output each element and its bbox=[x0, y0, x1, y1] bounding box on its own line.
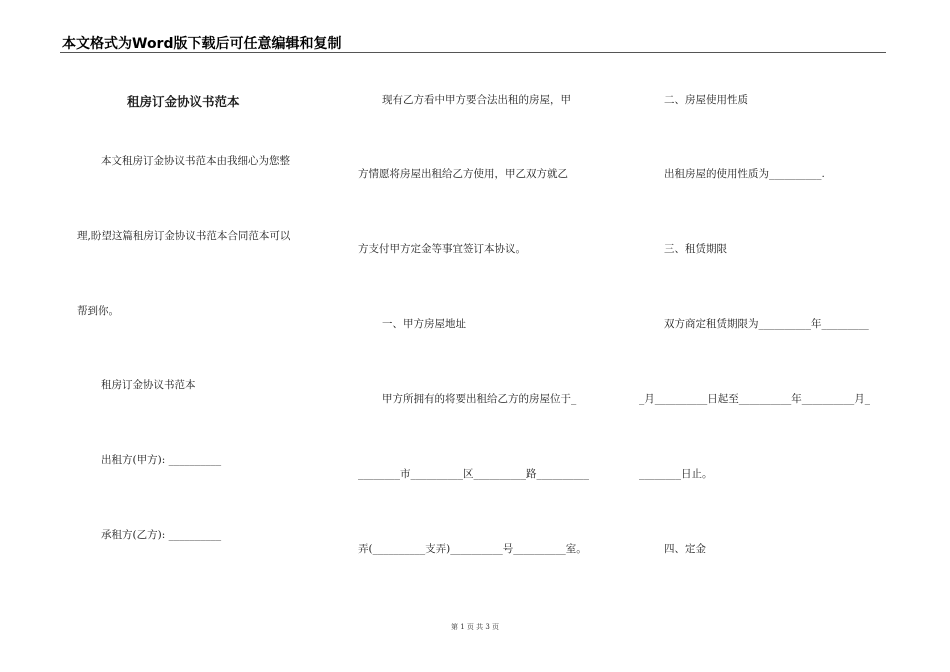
section-heading-deposit: 四、定金 bbox=[664, 543, 706, 555]
section-heading-usage: 二、房屋使用性质 bbox=[664, 94, 748, 106]
address-line-3: 弄(__________支弄)__________号__________室。 bbox=[358, 543, 587, 555]
lessor-field: 出租方(甲方): __________ bbox=[101, 454, 222, 466]
address-line-2: ________市__________区__________路__________ bbox=[358, 468, 589, 480]
lessee-field: 承租方(乙方): __________ bbox=[101, 529, 222, 541]
term-line-3: ________日止。 bbox=[639, 468, 713, 480]
intro-line-2: 理,盼望这篇租房订金协议书范本合同范本可以 bbox=[77, 230, 291, 242]
page-number: 第 1 页 共 3 页 bbox=[450, 623, 500, 631]
intro-line-1: 本文租房订金协议书范本由我细心为您整 bbox=[101, 155, 290, 167]
term-line-1: 双方商定租赁期限为__________年_________ bbox=[664, 318, 869, 330]
agreement-subtitle: 租房订金协议书范本 bbox=[101, 379, 196, 391]
header-divider bbox=[60, 52, 886, 53]
section-heading-address: 一、甲方房屋地址 bbox=[382, 318, 466, 330]
document-title: 租房订金协议书范本 bbox=[127, 94, 240, 109]
preamble-line-1: 现有乙方看中甲方要合法出租的房屋，甲 bbox=[382, 94, 571, 106]
usage-line: 出租房屋的使用性质为__________. bbox=[664, 168, 825, 180]
document-header-title: 本文格式为Word版下载后可任意编辑和复制 bbox=[62, 36, 342, 52]
preamble-line-2: 方情愿将房屋出租给乙方使用，甲乙双方就乙 bbox=[358, 168, 568, 180]
address-line-1: 甲方所拥有的将要出租给乙方的房屋位于_ bbox=[382, 393, 577, 405]
preamble-line-3: 方支付甲方定金等事宜签订本协议。 bbox=[358, 243, 526, 255]
intro-line-3: 帮到你。 bbox=[77, 305, 119, 317]
section-heading-term: 三、租赁期限 bbox=[664, 243, 727, 255]
term-line-2: _月__________日起至__________年__________月_ bbox=[639, 393, 870, 405]
